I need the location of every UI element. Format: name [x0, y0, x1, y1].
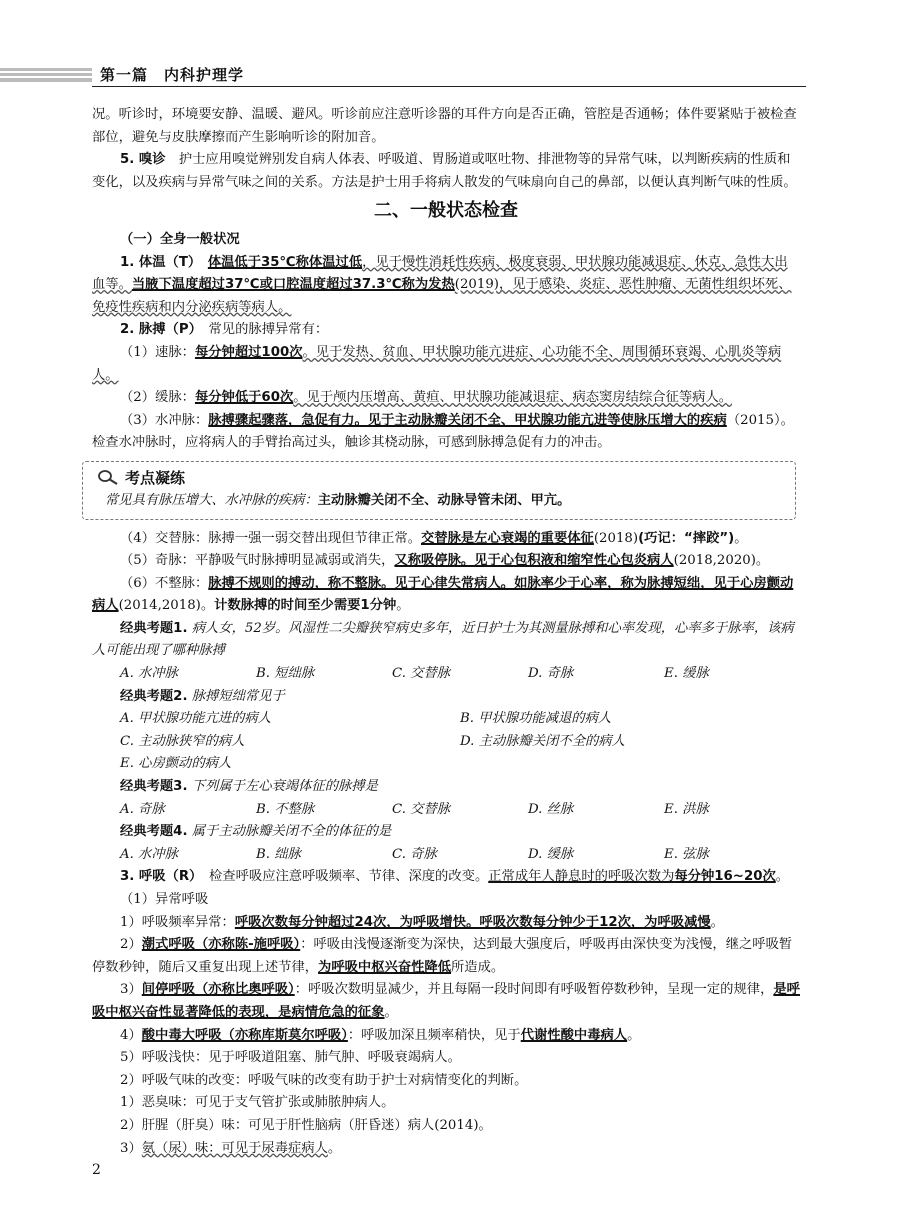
paragraph-auscultation: 况。听诊时，环境要安静、温暖、避风。听诊前应注意听诊器的耳件方向是否正确，管腔是否通畅；体件要紧贴于被检查部位，避免与皮肤摩擦而产生影响听诊的附加音。: [92, 107, 797, 145]
section-title: 二、一般状态检查: [374, 200, 518, 222]
exam-question-4: 经典考题4. 属于主动脉瓣关闭不全的体征的是: [120, 824, 392, 840]
key-point-title: 考点凝练: [125, 468, 186, 487]
question-3-options: A. 奇脉 B. 不整脉 C. 交替脉 D. 丝脉 E. 洪脉: [120, 801, 709, 817]
odor-liver: 2）肝腥（肝臭）味：可见于肝性脑病（肝昏迷）病人(2014)。: [120, 1117, 492, 1133]
paragraph-pulse: 2. 脉搏（P） 常见的脉搏异常有：: [120, 322, 329, 338]
question-4-options: A. 水冲脉 B. 绌脉 C. 奇脉 D. 缓脉 E. 弦脉: [120, 846, 709, 862]
pulse-irregular: （6）不整脉：脉搏不规则的搏动，称不整脉。见于心律失常病人。如脉率少于心率，称为脉搏短绌，见于心房颤动病人(2014,2018)。计数脉搏的时间至少需要1分钟。: [92, 575, 794, 614]
breath-odor: 2）呼吸气味的改变：呼吸气味的改变有助于护士对病情变化的判断。: [120, 1072, 528, 1088]
odor-foul: 1）恶臭味：可见于支气管扩张或肺脓肿病人。: [120, 1095, 395, 1111]
subsection-title: （一）全身一般状况: [120, 231, 240, 247]
pulse-paradoxus: （5）奇脉：平静吸气时脉搏明显减弱或消失，又称吸停脉。见于心包积液和缩窄性心包炎病人(2018,2020)。: [120, 553, 770, 569]
key-point-text: 常见具有脉压增大、水冲脉的疾病：主动脉瓣关闭不全、动脉导管未闭、甲亢。: [105, 492, 571, 508]
abnormal-breathing: （1）异常呼吸: [120, 892, 209, 907]
kussmaul-breathing: 4）酸中毒大呼吸（亦称库斯莫尔呼吸）：呼吸加深且频率稍快，见于代谢性酸中毒病人。: [120, 1027, 641, 1043]
exam-question-3: 经典考题3. 下列属于左心衰竭体征的脉搏是: [120, 779, 378, 795]
odor-ammonia: 3）氨（尿）味：可见于尿毒症病人。: [120, 1140, 342, 1156]
biot-breathing: 3）间停呼吸（亦称比奥呼吸）：呼吸次数明显减少，并且每隔一段时间即有呼吸暂停数秒钟，呈现一定的规律，是呼吸中枢兴奋性显著降低的表现，是病情危急的征象。: [92, 982, 800, 1020]
header-rule: [92, 86, 806, 87]
page-number: 2: [92, 1162, 101, 1178]
pulse-water-hammer: （3）水冲脉：脉搏骤起骤落，急促有力。见于主动脉瓣关闭不全、甲状腺功能亢进等使脉压增大的疾病（2015）。检查水冲脉时，应将病人的手臂抬高过头，触诊其桡动脉，可感到脉搏急促有力的冲击。: [92, 412, 794, 451]
exam-question-1: 经典考题1. 病人女，52岁。风湿性二尖瓣狭窄病史多年，近日护士为其测量脉搏和心率发现，心率多于脉率，该病人可能出现了哪种脉搏: [92, 620, 794, 659]
shallow-breathing: 5）呼吸浅快：见于呼吸道阻塞、肺气肿、呼吸衰竭病人。: [120, 1050, 461, 1066]
breathing-rate: 1）呼吸频率异常：呼吸次数每分钟超过24次，为呼吸增快。呼吸次数每分钟少于12次，为呼吸减慢。: [120, 914, 724, 930]
pulse-tachy: （1）速脉：每分钟超过100次。见于发热、贫血、甲状腺功能亢进症、心功能不全、周围循环衰竭、心肌炎等病人。: [92, 344, 782, 383]
header-title: 第一篇 内科护理学: [100, 66, 245, 84]
question-2-options-row2: C. 主动脉狭窄的病人 D. 主动脉瓣关闭不全的病人: [120, 733, 625, 749]
cheyne-stokes: 2）潮式呼吸（亦称陈-施呼吸）：呼吸由浅慢逐渐变为深快，达到最大强度后，呼吸再由深快变为浅慢，继之呼吸暂停数秒钟，随后又重复出现上述节律，为呼吸中枢兴奋性降低所造成。: [92, 937, 793, 975]
magnifier-icon: [97, 469, 119, 485]
paragraph-smell: 5. 嗅诊 护士应用嗅觉辨别发自病人体表、呼吸道、胃肠道或呕吐物、排泄物等的异常气味，以判断疾病的性质和变化，以及疾病与异常气味之间的关系。方法是护士用手将病人散发的气味扇向自己的鼻部，以便认真判断气味的性质。: [92, 152, 797, 190]
question-1-options: A. 水冲脉 B. 短绌脉 C. 交替脉 D. 奇脉 E. 缓脉: [120, 666, 709, 682]
key-point-box: [82, 461, 796, 520]
page-header: [0, 62, 900, 92]
header-stripes: [0, 68, 92, 82]
pulse-brady: （2）缓脉：每分钟低于60次。见于颅内压增高、黄疸、甲状腺功能减退症、病态窦房结综合征等病人。: [120, 390, 733, 406]
paragraph-respiration: 3. 呼吸（R） 检查呼吸应注意呼吸频率、节律、深度的改变。正常成年人静息时的呼吸次数为每分钟16~20次。: [120, 869, 790, 885]
question-2-options-row1: A. 甲状腺功能亢进的病人 B. 甲状腺功能减退的病人: [120, 711, 612, 727]
page-content: [92, 104, 800, 1160]
pulse-alternans: （4）交替脉：脉搏一强一弱交替出现但节律正常。交替脉是左心衰竭的重要体征(2018)(巧记：“摔跤”)。: [120, 530, 748, 546]
paragraph-temperature: 1. 体温（T） 体温低于35℃称体温过低，见于慢性消耗性疾病、极度衰弱、甲状腺功能减退症、休克、急性大出血等。当腋下温度超过37℃或口腔温度超过37.3℃称为发热(2019)，见于感染、炎症、恶性肿瘤、无菌性组织坏死、免疫性疾病和内分泌疾病等病人。: [92, 254, 792, 315]
question-2-options-row3: E. 心房颤动的病人: [120, 756, 232, 772]
exam-question-2: 经典考题2. 脉搏短绌常见于: [120, 688, 285, 704]
